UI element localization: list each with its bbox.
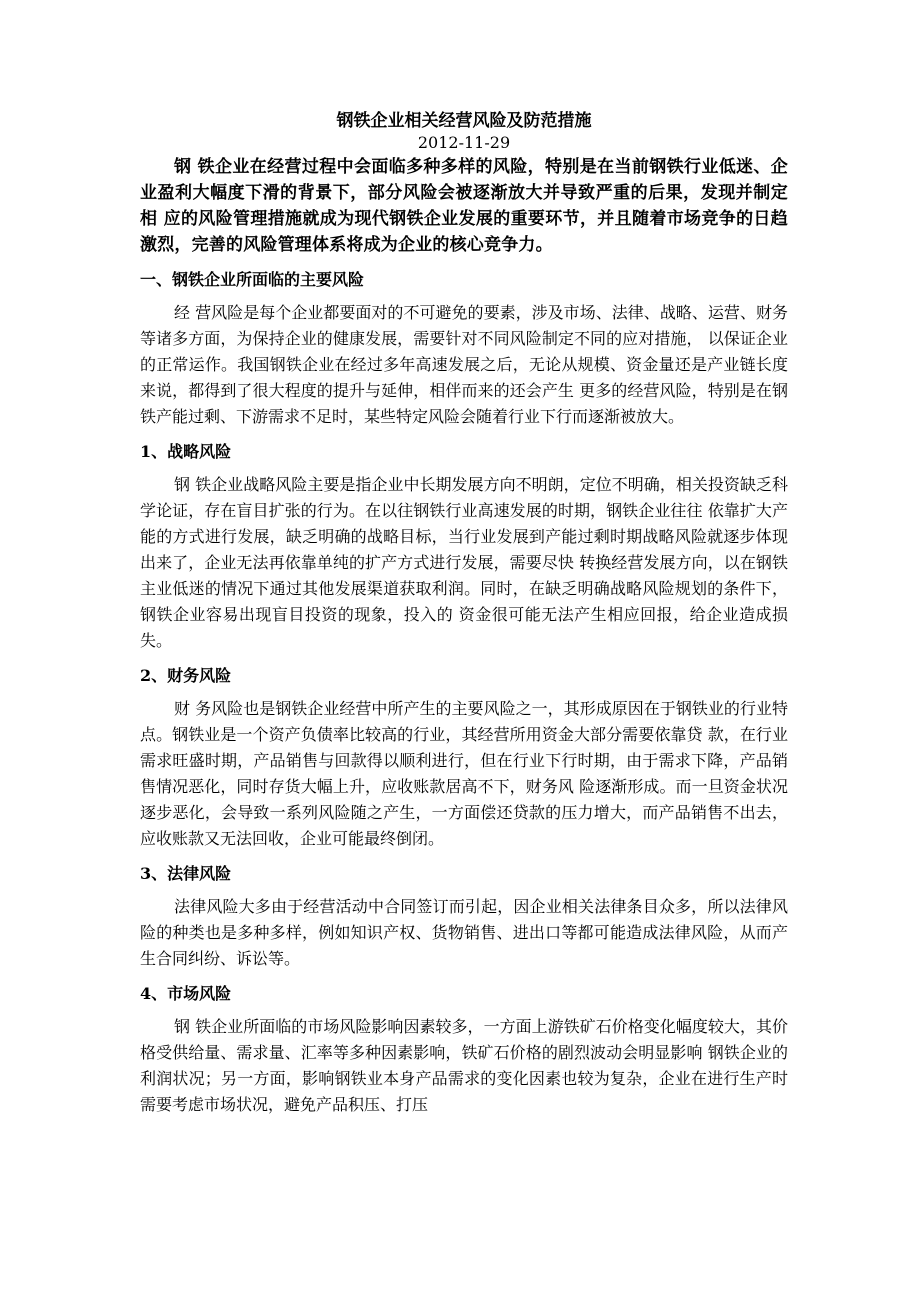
document-page (140, 110, 788, 1126)
section-legal-risk (140, 862, 788, 972)
section-financial-risk (140, 664, 788, 852)
section-heading: 2、财务风险 (140, 666, 232, 685)
section-paragraph: 法律风险大多由于经营活动中合同签订而引起，因企业相关法律条目众多，所以法律风险的种类也是多种多样，例如知识产权、货物销售、进出口等都可能造成法律风险，从而产生合同纠纷、诉讼等。 (140, 897, 788, 968)
section-heading: 1、战略风险 (140, 442, 232, 461)
document-title: 钢铁企业相关经营风险及防范措施 (336, 111, 592, 131)
section-main-risks (140, 268, 788, 430)
section-paragraph: 钢 铁企业所面临的市场风险影响因素较多，一方面上游铁矿石价格变化幅度较大，其价格受供给量、需求量、汇率等多种因素影响，铁矿石价格的剧烈波动会明显影响 钢铁企业的利润状况；另一方面，影响钢铁业本身产品需求的变化因素也较为复杂，企业在进行生产时需要考虑市场状况，避免产品积压、打压 (140, 1017, 788, 1114)
section-paragraph: 钢 铁企业战略风险主要是指企业中长期发展方向不明朗，定位不明确，相关投资缺乏科学论证，存在盲目扩张的行为。在以往钢铁行业高速发展的时期，钢铁企业往往 依靠扩大产能的方式进行发展，缺乏明确的战略目标，当行业发展到产能过剩时期战略风险就逐步体现出来了，企业无法再依靠单纯的扩产方式进行发展，需要尽快 转换经营发展方向，以在钢铁主业低迷的情况下通过其他发展渠道获取利润。同时，在缺乏明确战略风险规划的条件下，钢铁企业容易出现盲目投资的现象，投入的 资金很可能无法产生相应回报，给企业造成损失。 (140, 475, 788, 650)
section-heading: 一、钢铁企业所面临的主要风险 (140, 270, 365, 289)
section-paragraph: 经 营风险是每个企业都要面对的不可避免的要素，涉及市场、法律、战略、运营、财务等诸多方面，为保持企业的健康发展，需要针对不同风险制定不同的应对措施， 以保证企业的正常运作。我国钢铁企业在经过多年高速发展之后，无论从规模、资金量还是产业链长度来说，都得到了很大程度的提升与延伸，相伴而来的还会产生 更多的经营风险，特别是在钢铁产能过剩、下游需求不足时，某些特定风险会随着行业下行而逐渐被放大。 (140, 303, 788, 426)
section-paragraph: 财 务风险也是钢铁企业经营中所产生的主要风险之一，其形成原因在于钢铁业的行业特点。钢铁业是一个资产负债率比较高的行业，其经营所用资金大部分需要依靠贷 款，在行业需求旺盛时期，产品销售与回款得以顺利进行，但在行业下行时期，由于需求下降，产品销售情况恶化，同时存货大幅上升，应收账款居高不下，财务风 险逐渐形成。而一旦资金状况逐步恶化，会导致一系列风险随之产生，一方面偿还贷款的压力增大，而产品销售不出去，应收账款又无法回收，企业可能最终倒闭。 (140, 699, 788, 848)
section-market-risk (140, 982, 788, 1118)
section-heading: 4、市场风险 (140, 984, 232, 1003)
document-date: 2012-11-29 (417, 133, 511, 152)
section-heading: 3、法律风险 (140, 864, 232, 883)
section-strategic-risk (140, 440, 788, 654)
intro-paragraph: 钢 铁企业在经营过程中会面临多种多样的风险，特别是在当前钢铁行业低迷、企业盈利大幅度下滑的背景下，部分风险会被逐渐放大并导致严重的后果，发现并制定相 应的风险管理措施就成为现代钢铁企业发展的重要环节，并且随着市场竞争的日趋激烈，完善的风险管理体系将成为企业的核心竞争力。 (140, 157, 788, 255)
